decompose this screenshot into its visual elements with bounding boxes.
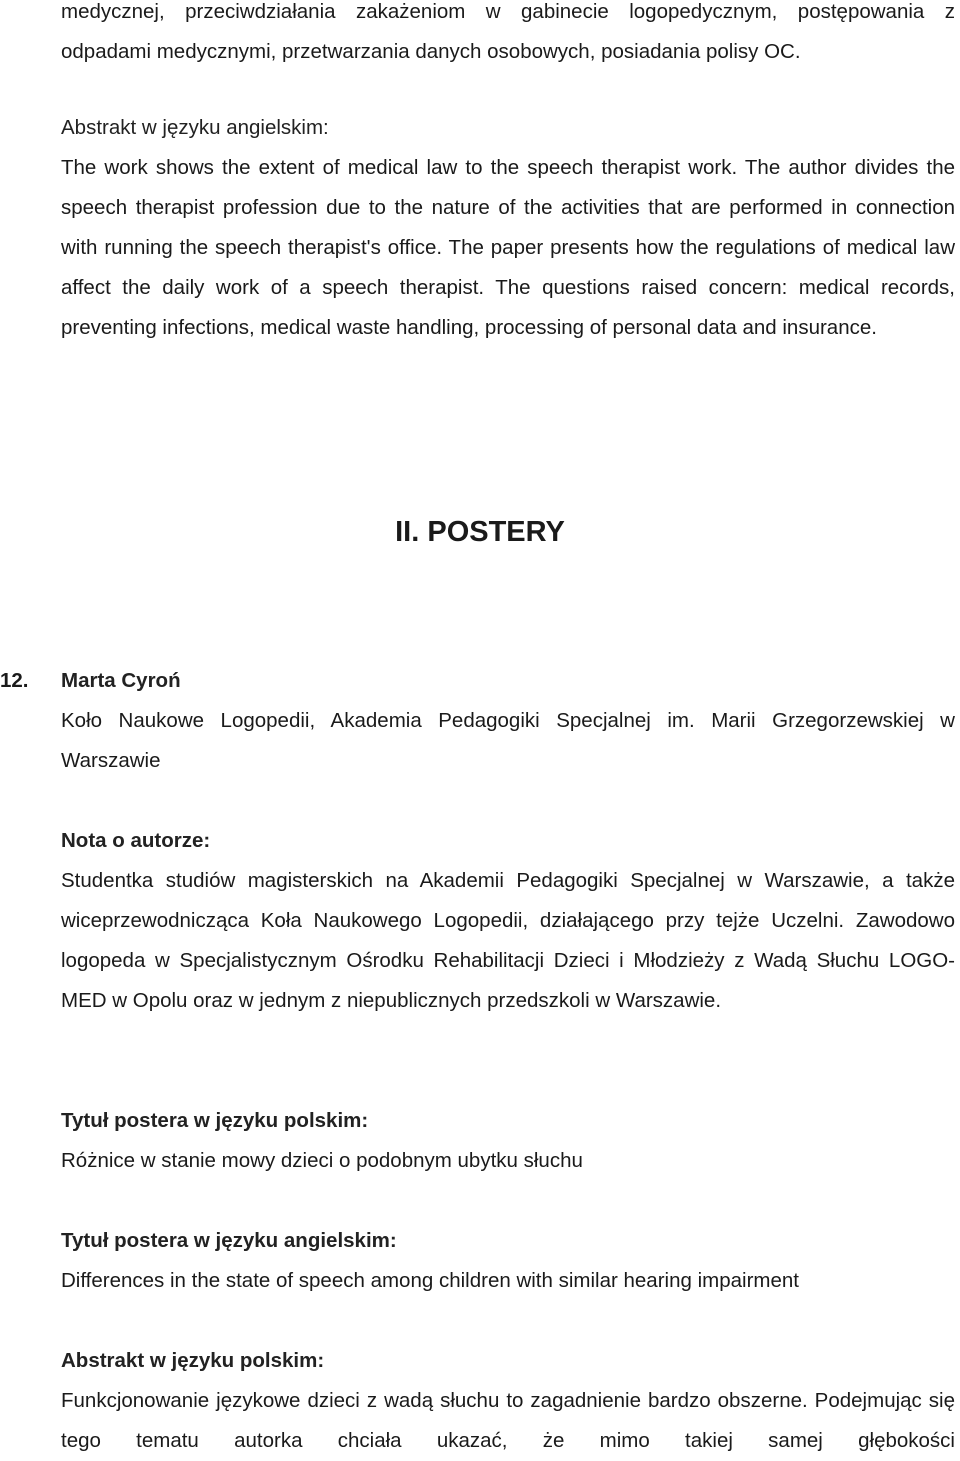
author-note-section [61, 821, 955, 1021]
author-note-text: Studentka studiów magisterskich na Akademii Pedagogiki Specjalnej w Warszawie, a także wiceprzewodnicząca Koła Naukowego Logopedii, działającego przy tejże Uczelni. Zawodowo logopeda w Specjalistycznym Ośrodku Rehabilitacji Dzieci i Młodzieży z Wadą Słuchu LOGO-MED w Opolu oraz w jednym z niepublicznych przedszkoli w Warszawie. [61, 869, 955, 1012]
abstract-pl-text: Funkcjonowanie językowe dzieci z wadą słuchu to zagadnienie bardzo obszerne. Podejmując się tego tematu autorka chciała ukazać, że mimo takiej samej głębokości [61, 1389, 955, 1452]
top-paragraph-line-1: medycznej, przeciwdziałania zakażeniom w gabinecie logopedycznym, postępowania z [61, 0, 955, 23]
abstract-en-text: The work shows the extent of medical law to the speech therapist work. The author divides the speech therapist profession due to the nature of the activities that are performed in connection with running the speech therapist's office. The paper presents how the regulations of medical law affect the daily work of a speech therapist. The questions raised concern: medical records, preventing infections, medical waste handling, processing of personal data and insurance. [61, 156, 955, 339]
top-paragraph [61, 0, 955, 72]
title-en-text: Differences in the state of speech among children with similar hearing impairment [61, 1269, 799, 1292]
entry-number: 12. [0, 669, 29, 692]
title-pl-section [61, 1101, 955, 1181]
abstract-pl-section [61, 1341, 955, 1461]
title-en-section [61, 1221, 955, 1301]
author-note-heading: Nota o autorze: [61, 829, 211, 852]
title-en-heading: Tytuł postera w języku angielskim: [61, 1229, 397, 1252]
title-pl-heading: Tytuł postera w języku polskim: [61, 1109, 369, 1132]
title-pl-text: Różnice w stanie mowy dzieci o podobnym ubytku słuchu [61, 1149, 583, 1172]
section-title: II. POSTERY [395, 516, 565, 548]
entry-affiliation: Koło Naukowe Logopedii, Akademia Pedagogiki Specjalnej im. Marii Grzegorzewskiej w Warszawie [61, 709, 955, 772]
abstract-pl-heading: Abstrakt w języku polskim: [61, 1349, 325, 1372]
entry-header [0, 661, 955, 781]
top-paragraph-line-2: odpadami medycznymi, przetwarzania danych osobowych, posiadania polisy OC. [61, 40, 801, 63]
abstract-en-heading: Abstrakt w języku angielskim: [61, 116, 329, 139]
entry-author: Marta Cyroń [61, 669, 181, 692]
abstract-en-section [61, 108, 955, 348]
